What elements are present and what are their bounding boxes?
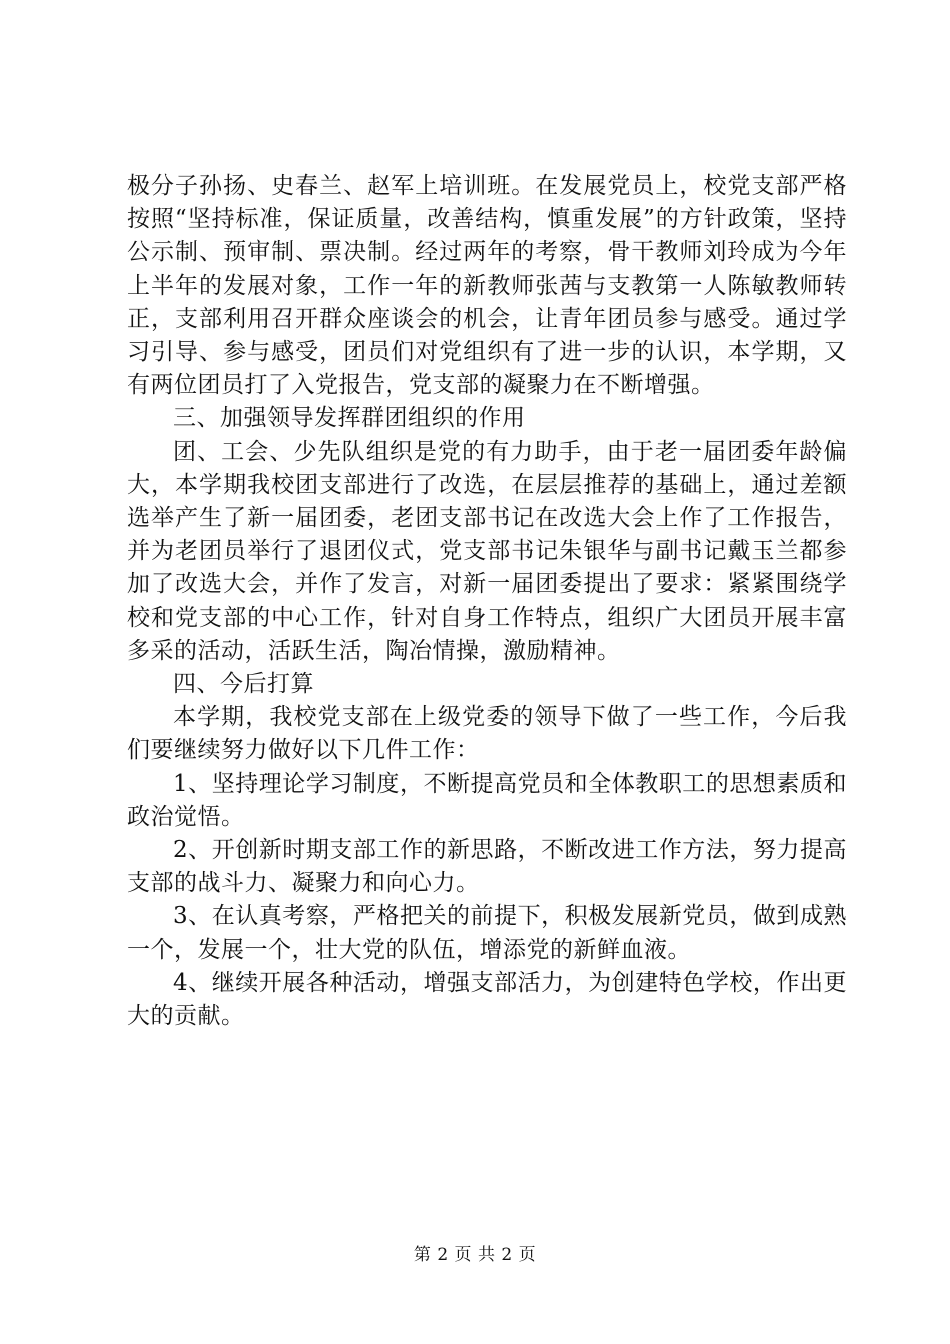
- paragraph-group-organization: 团、工会、少先队组织是党的有力助手，由于老一届团委年龄偏大，本学期我校团支部进行了改选，在层层推荐的基础上，通过差额选举产生了新一届团委，老团支部书记在改选大会上作了工作报告，并为老团员举行了退团仪式，党支部书记朱银华与副书记戴玉兰都参加了改选大会，并作了发言，对新一届团委提出了要求：紧紧围绕学校和党支部的中心工作，针对自身工作特点，组织广大团员开展丰富多采的活动，活跃生活，陶冶情操，激励精神。: [127, 438, 847, 664]
- list-item-3: 3、在认真考察，严格把关的前提下，积极发展新党员，做到成熟一个，发展一个，壮大党的队伍，增添党的新鲜血液。: [127, 903, 847, 963]
- section-heading-3: 三、加强领导发挥群团组织的作用: [173, 405, 526, 432]
- list-item-4: 4、继续开展各种活动，增强支部活力，为创建特色学校，作出更大的贡献。: [127, 969, 847, 1030]
- page-footer: 第 2 页 共 2 页: [413, 1245, 537, 1265]
- paragraph-future-plans-intro: 本学期，我校党支部在上级党委的领导下做了一些工作，今后我们要继续努力做好以下几件工作：: [127, 704, 847, 764]
- list-item-1: 1、坚持理论学习制度，不断提高党员和全体教职工的思想素质和政治觉悟。: [127, 770, 847, 830]
- document-body: [127, 170, 847, 1033]
- section-heading-4: 四、今后打算: [173, 671, 314, 698]
- list-item-2: 2、开创新时期支部工作的新思路，不断改进工作方法，努力提高支部的战斗力、凝聚力和向心力。: [127, 837, 847, 897]
- paragraph-continuation: 极分子孙扬、史春兰、赵军上培训班。在发展党员上，校党支部严格按照“坚持标准，保证质量，改善结构，慎重发展”的方针政策，坚持公示制、预审制、票决制。经过两年的考察，骨干教师刘玲成为今年上半年的发展对象，工作一年的新教师张茜与支教第一人陈敏教师转正，支部利用召开群众座谈会的机会，让青年团员参与感受。通过学习引导、参与感受，团员们对党组织有了进一步的认识，本学期，又有两位团员打了入党报告，党支部的凝聚力在不断增强。: [127, 173, 847, 399]
